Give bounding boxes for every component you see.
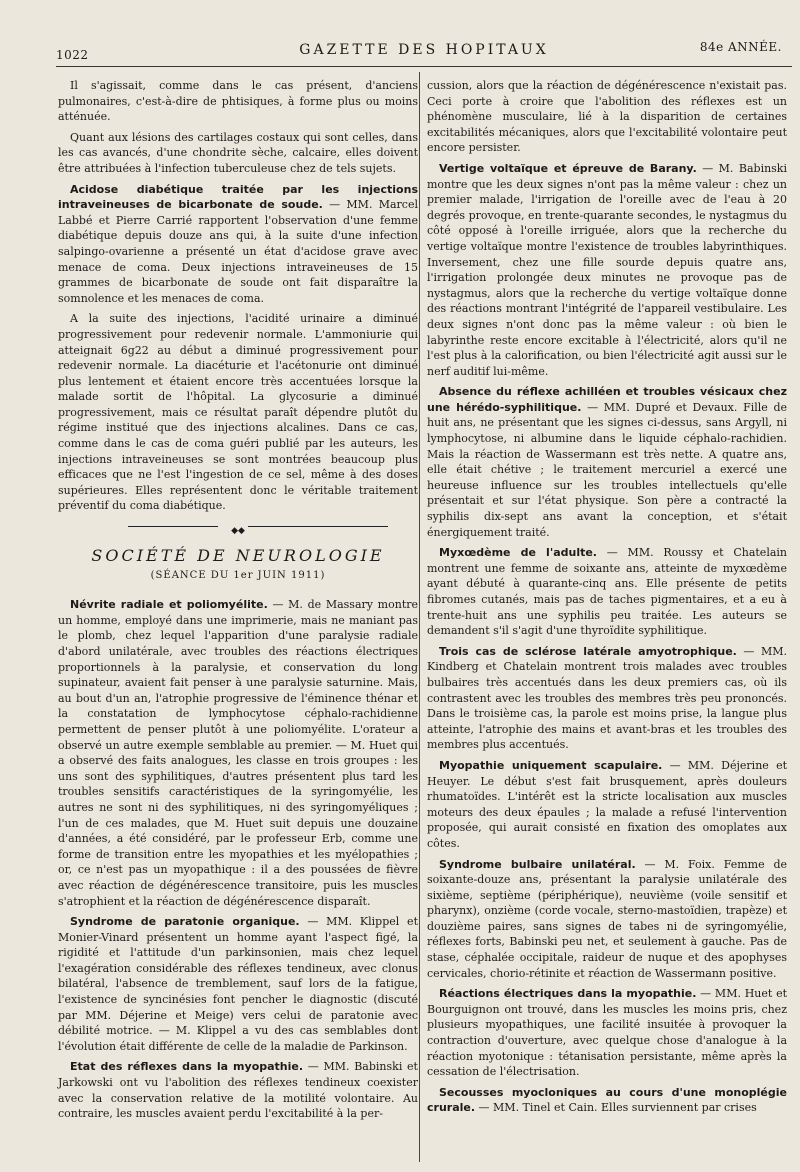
- article-heading: Etat des réflexes dans la myopathie.: [70, 1060, 304, 1074]
- article-body: — MM. Klippel et Monier-Vinard présentent un homme ayant l'aspect figé, la rigidité et l'attitude d'un parkinsonien, mais chez lequel l'exagération considérable des réflexes tendineux, avec clonus bilatéral, l'absence de tremblement, sauf lors de la fatigue, l'existence de syncinésies font pencher le diagnostic (discuté par MM. Déjerine et Meige) vers celui de paratonie avec débilité motrice. — M. Klippel a vu des cas semblables dont l'évolution était différente de celle de la maladie de Parkinson.: [58, 915, 418, 1053]
- article-heading: Névrite radiale et poliomyélite.: [70, 598, 268, 612]
- article-body: — MM. Huet et Bourguignon ont trouvé, dans les muscles les moins pris, chez plusieurs myopathiques, une facilité insuitée à provoquer la contraction d'ouverture, avec quelque chose d'analogue à la réaction myotonique : tétanisation persistante, même après la cessation de l'électrisation.: [427, 987, 787, 1079]
- article-vertige: [427, 161, 787, 379]
- section-title: SOCIÉTÉ DE NEUROLOGIE: [91, 546, 385, 566]
- article-acidose: [58, 182, 418, 307]
- article-sclerose: [427, 644, 787, 753]
- article-body: — MM. Roussy et Chatelain montrent une femme de soixante ans, atteinte de myxœdème ayant débuté à quarante-cinq ans. Elle présente de petits fibromes cutanés, mais pas de taches pigmentaires, et a eu à trente-huit ans une syphilis peu traitée. Les auteurs se demandent s'il s'agit d'une thyroïdite syphilitique.: [427, 546, 787, 638]
- separator-ornament: ◆◆: [227, 526, 249, 536]
- article-heading: Réactions électriques dans la myopathie.: [439, 987, 697, 1001]
- article-body: — MM. Kindberg et Chatelain montrent trois malades avec troubles bulbaires très accentués dans les deux premiers cas, où ils contrastent avec les troubles des membres très peu prononcés. Dans le troisième cas, la parole est moins prise, la langue plus atteinte, l'atrophie des mains et avant-bras et les troubles des membres plus accentués.: [427, 644, 787, 752]
- article-body: — M. Babinski montre que les deux signes n'ont pas la même valeur : chez un premier malade, l'irrigation de l'oreille avec de l'eau à 20 degrés provoque, en trente-quarante secondes, le nystagmus du côté opposé à l'oreille irriguée, alors que la recherche du vertige voltaïque montre l'existence de troubles labyrinthiques. Inversement, chez une fille sourde depuis quatre ans, l'irrigation prolongée deux minutes ne provoque pas de nystagmus, alors que la recherche du vertige voltaïque donne des réactions montrant l'intégrité de l'appareil vestibulaire. Les deux signes n'ont donc pas la même valeur : où bien le labyrinthe reste encore excitable à l'électricité, alors qu'il ne l'est plus à la calorification, ou bien l'électricité agit aussi sur le nerf auditif lui-même.: [427, 161, 787, 378]
- journal-title: GAZETTE DES HOPITAUX: [299, 42, 549, 58]
- article-heading: Acidose diabétique traitée par les injections intraveineuses de bicarbonate de soude.: [58, 182, 418, 212]
- article-body: — MM. Tinel et Cain. Elles surviennent par crises: [475, 1101, 757, 1115]
- article-heading: Syndrome bulbaire unilatéral.: [439, 857, 636, 871]
- header-rule: [56, 66, 792, 67]
- article-heading: Myxœdème de l'adulte.: [439, 546, 597, 560]
- article-heading: Absence du réflexe achilléen et troubles vésicaux chez une hérédo-syphilitique.: [427, 385, 787, 414]
- left-column: [58, 78, 418, 1127]
- article-paratonie: [58, 914, 418, 1054]
- article-nevrite: [58, 597, 418, 909]
- page-header: [56, 38, 792, 68]
- article-body: — M. de Massary montre un homme, employé dans une imprimerie, mais ne maniant pas le plomb, chez lequel l'apparition d'une paralysie radiale d'abord unilatérale, avec troubles des réactions électriques proportionnels à la paralysie, et conservation du long supinateur, avaient fait penser à une paralysie saturnine. Mais, au bout d'un an, l'atrophie progressive de l'éminence thénar et la constatation de lymphocytose céphalo-rachidienne permettent de penser plutôt à une poliomyélite. L'orateur a observé un autre exemple semblable au premier. — M. Huet qui a observé des faits analogues, les classe en trois groupes : les uns sont des syphilitiques, d'autres présentent plus tard les troubles sensitifs caractéristiques de la syringomyélie, les autres ne sont ni des syphilitiques, ni des syringomyéliques ; l'un de ces malades, que M. Huet suit depuis une douzaine d'années, a été considéré, par le professeur Erb, comme une forme de transition entre les myopathies et les myélopathies ; or, ce n'est pas un myopathique : il a des poussées de fièvre avec réaction de dégénérescence transitoire, puis les muscles s'atrophient et la réaction de dégénérescence disparaît.: [58, 598, 419, 908]
- article-heading: Myopathie uniquement scapulaire.: [439, 758, 663, 772]
- paragraph: Quant aux lésions des cartilages costaux qui sont celles, dans les cas avancés, d'une chondrite sèche, calcaire, elles doivent être attribuées à l'infection tuberculeuse chez de tels sujets.: [58, 130, 418, 175]
- article-body: — MM. Déjerine et Heuyer. Le début s'est fait brusquement, après douleurs rhumatoïdes. L'intérêt est la stricte localisation aux muscles moteurs des deux épaules ; la malade a refusé l'intervention proposée, qui aurait consisté en fixation des omoplates aux côtes.: [427, 758, 787, 850]
- page-number: 1022: [56, 48, 89, 62]
- article-heading: Syndrome de paratonie organique.: [70, 915, 300, 929]
- paragraph: A la suite des injections, l'acidité urinaire a diminué progressivement pour redevenir normale. L'ammoniurie qui atteignait 6g22 au début a diminué progressivement pour redevenir normale. La diacéturie et l'acétonurie ont diminué plus lentement et étaient encore très accentuées lorsque la malade sortit de l'hôpital. La glycosurie a diminué progressivement, mais ce résultat paraît dépendre plutôt du régime institué que des injections alcalines. Dans ce cas, comme dans le cas de coma guéri publié par les auteurs, les injections intraveineuses se sont montrées beaucoup plus efficaces que ne l'est l'ingestion de ce sel, même à des doses supérieures. Elles représentent donc le véritable traitement préventif du coma diabétique.: [58, 312, 418, 513]
- article-heading: Vertige voltaïque et épreuve de Barany.: [439, 161, 697, 175]
- article-body: — MM. Babinski et Jarkowski ont vu l'abolition des réflexes tendineux coexister avec la conservation relative de la motilité volontaire. Au contraire, les muscles avaient perdu l'excitabilité à la per-: [58, 1060, 418, 1121]
- article-heading: Trois cas de sclérose latérale amyotrophique.: [439, 644, 737, 658]
- article-body: — MM. Dupré et Devaux. Fille de huit ans, ne présentant que les signes ci-dessus, sans Argyll, ni lymphocytose, ni albumine dans le liquide céphalo-rachidien. Mais la réaction de Wassermann est très nette. A quatre ans, elle était chétive ; le traitement mercuriel a exercé une heureuse influence sur les troubles intellectuels qu'elle présentait et sur l'état physique. Son père a contracté la syphilis dix-sept ans avant la conception, et s'était énergiquement traité.: [427, 400, 787, 539]
- section-separator: [58, 522, 418, 537]
- paragraph: Il s'agissait, comme dans le cas présent, d'anciens pulmonaires, c'est-à-dire de phtisiques, à forme plus ou moins atténuée.: [58, 79, 418, 124]
- section-subtitle: (SÉANCE DU 1er JUIN 1911): [150, 569, 326, 581]
- article-secousses: [427, 1085, 787, 1116]
- article-myxoedeme: [427, 545, 787, 639]
- article-reflexes: [58, 1059, 418, 1121]
- article-reactions-electriques: [427, 986, 787, 1080]
- paragraph: cussion, alors que la réaction de dégénérescence n'existait pas. Ceci porte à croire que l'abolition des réflexes est un phénomène musculaire, lié à la disparition de certaines excitabilités mécaniques, alors que l'excitabilité volontaire peut encore persister.: [427, 79, 787, 155]
- journal-year: 84e ANNÉE.: [699, 40, 782, 54]
- article-myopathie-scapulaire: [427, 758, 787, 852]
- article-achilleen: [427, 384, 787, 540]
- article-heading: Secousses myocloniques au cours d'une monoplégie crurale.: [427, 1085, 787, 1115]
- column-divider: [419, 72, 420, 1162]
- article-syndrome-bulbaire: [427, 857, 787, 982]
- right-column: [427, 78, 787, 1121]
- article-body: — MM. Marcel Labbé et Pierre Carrié rapportent l'observation d'une femme diabétique depuis douze ans qui, à la suite d'une infection salpingo-ovarienne a présenté un état d'acidose grave avec menace de coma. Deux injections intraveineuses de 15 grammes de bicarbonate de soude ont fait disparaître la somnolence et les menaces de coma.: [58, 198, 418, 305]
- article-body: — M. Foix. Femme de soixante-douze ans, présentant la paralysie unilatérale des sixième, septième (périphérique), neuvième (voile sensitif et pharynx), onzième (corde vocale, sterno-mastoïdien, trapèze) et douzième paires, sans signes de tabes ni de syringomyélie, réflexes forts, Babinski peu net, et seulement à gauche. Pas de stase, céphalée occipitale, raideur de nuque et des apophyses cervicales, chorio-rétinite et réaction de Wassermann positive.: [427, 857, 788, 980]
